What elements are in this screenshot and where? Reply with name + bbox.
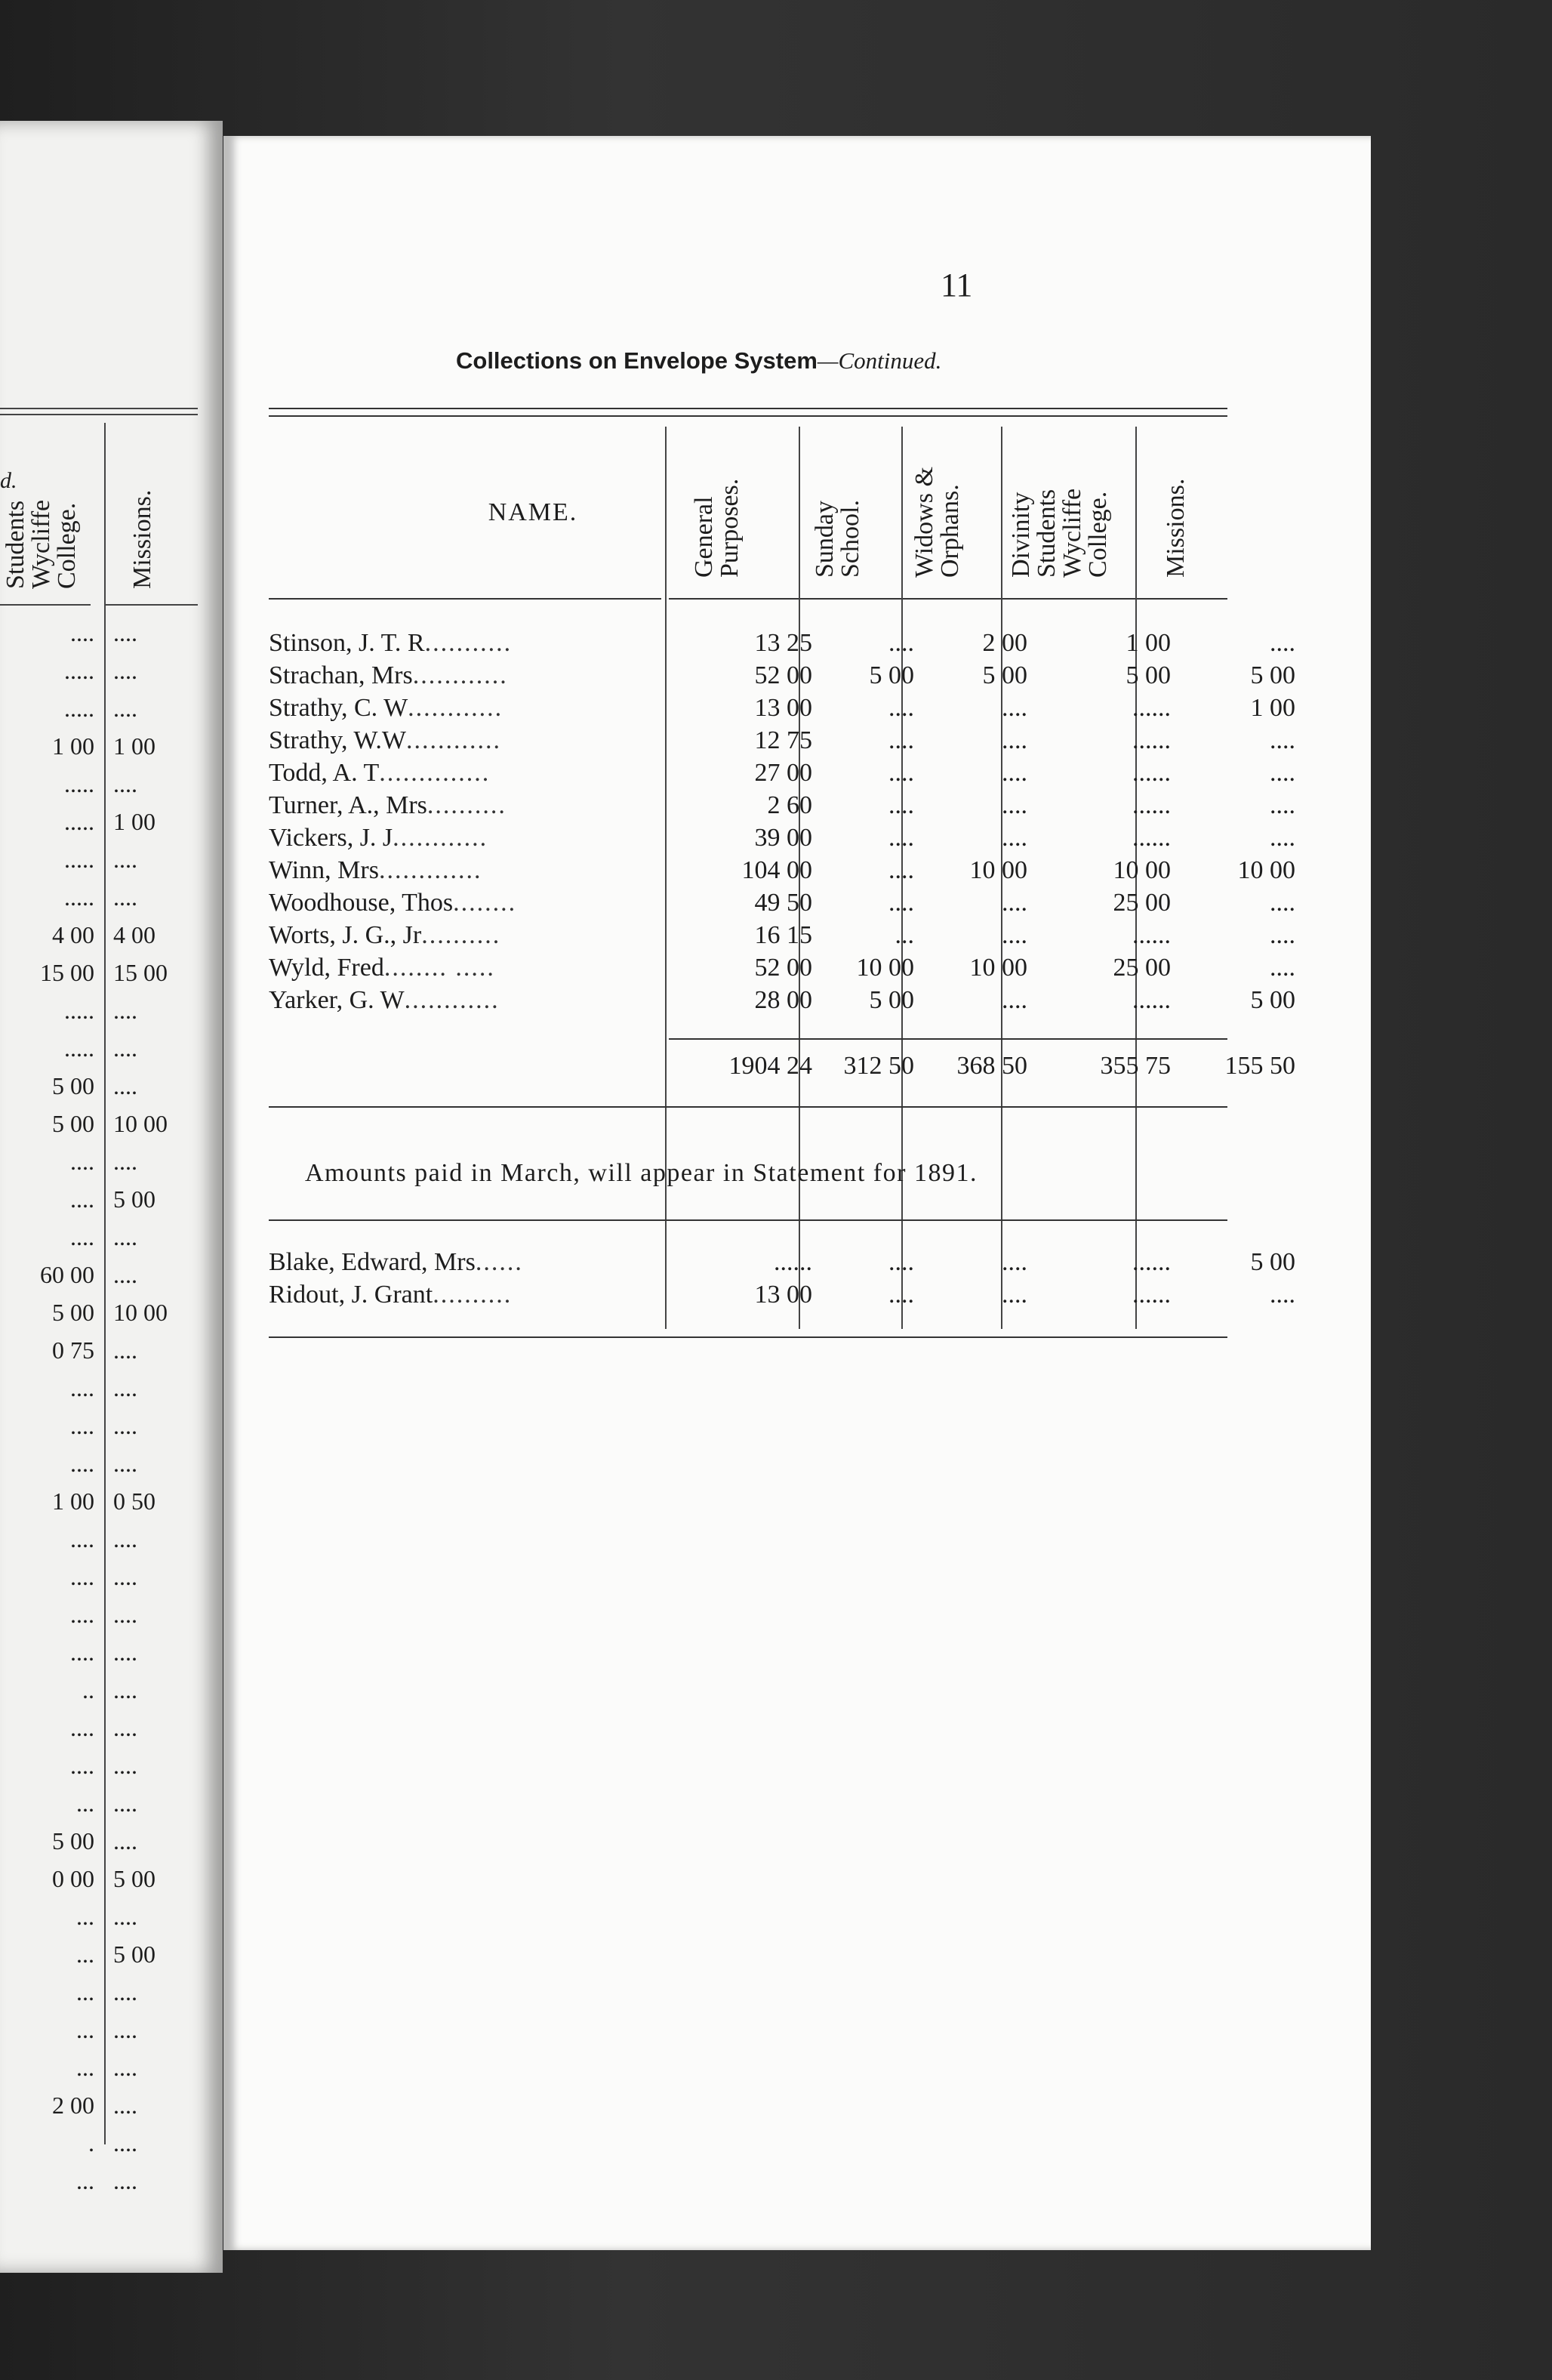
cell-widows: ....: [1002, 1281, 1027, 1309]
left-cell-missions: ....: [113, 2129, 137, 2156]
cell-divinity: 1 00: [1126, 629, 1171, 657]
left-cell-missions: ....: [113, 770, 137, 797]
left-cell-missions: ....: [113, 619, 137, 646]
row-name: Woodhouse, Thos: [269, 889, 454, 917]
cell-general: 13 00: [754, 1281, 812, 1309]
left-cell-missions: ....: [113, 1261, 137, 1288]
table-row: [269, 1246, 1341, 1278]
cell-divinity: 10 00: [1113, 856, 1171, 884]
left-cell-students: ...: [76, 2167, 94, 2194]
cell-general: 104 00: [741, 856, 812, 884]
left-cell-missions: 4 00: [113, 921, 156, 948]
march-notice: Amounts paid in March, will appear in Statement for 1891.: [305, 1159, 978, 1187]
left-cell-missions: ....: [113, 1752, 137, 1779]
cell-missions: ....: [1270, 629, 1295, 657]
table-row: [269, 789, 1341, 822]
left-cell-students: 2 00: [52, 2092, 94, 2119]
cell-general: 16 15: [754, 921, 812, 949]
cell-sunday: ....: [888, 629, 914, 657]
total-general: 1904 24: [728, 1052, 812, 1080]
leader-dots: ........: [453, 889, 517, 917]
left-cell-students: ...: [76, 2054, 94, 2081]
cell-general: 39 00: [754, 824, 812, 852]
table-row: [269, 854, 1341, 886]
cell-sunday: ....: [888, 889, 914, 917]
row-name-cell: [269, 1278, 661, 1311]
left-cell-missions: 5 00: [113, 1941, 156, 1968]
left-cell-missions: ....: [113, 997, 137, 1024]
left-cell-students: .....: [64, 883, 94, 911]
left-cell-missions: ....: [113, 1072, 137, 1099]
cell-widows: ....: [1002, 726, 1027, 754]
cell-widows: ....: [1002, 1248, 1027, 1276]
total-sunday: 312 50: [843, 1052, 914, 1080]
title-main: Collections on Envelope System: [456, 347, 818, 374]
cell-widows: 10 00: [969, 856, 1027, 884]
cell-sunday: ....: [888, 694, 914, 722]
left-cell-missions: ....: [113, 1148, 137, 1175]
left-cell-missions: ....: [113, 1034, 137, 1062]
leader-dots: ............: [408, 694, 503, 722]
left-cell-students: 5 00: [52, 1827, 94, 1854]
left-cell-students: ....: [70, 1412, 94, 1439]
cell-missions: ....: [1270, 726, 1295, 754]
left-cell-missions: ....: [113, 846, 137, 873]
header-rule: [0, 414, 198, 415]
cell-divinity: 25 00: [1113, 889, 1171, 917]
total-widows: 368 50: [956, 1052, 1027, 1080]
cell-sunday: ....: [888, 824, 914, 852]
row-name: Vickers, J. J: [269, 824, 393, 852]
leader-dots: ............: [405, 726, 501, 754]
table-row: [269, 886, 1341, 919]
name-column-header: NAME.: [488, 498, 578, 526]
row-name-cell: [269, 627, 661, 659]
totals-row: [269, 1050, 1341, 1082]
left-cell-students: ....: [70, 1374, 94, 1401]
left-cell-students: ....: [70, 1563, 94, 1590]
left-cell-students: .....: [64, 657, 94, 684]
leader-dots: ........ .....: [383, 954, 495, 982]
cell-sunday: ....: [888, 1248, 914, 1276]
left-cell-students: ..: [82, 1676, 94, 1703]
left-cell-missions: ....: [113, 695, 137, 722]
left-cell-missions: ....: [113, 1676, 137, 1703]
cell-missions: ....: [1270, 921, 1295, 949]
cell-divinity: ......: [1132, 1281, 1171, 1309]
left-cell-students: ...: [76, 1903, 94, 1930]
left-cell-students: ....: [70, 1601, 94, 1628]
row-name: Yarker, G. W: [269, 986, 405, 1014]
left-cell-students: 5 00: [52, 1299, 94, 1326]
left-cell-missions: ....: [113, 883, 137, 911]
leader-dots: ...........: [424, 629, 513, 657]
previous-page: [0, 121, 223, 2273]
page-title: [456, 347, 1060, 375]
cell-divinity: ......: [1132, 759, 1171, 787]
left-cell-missions: ....: [113, 1412, 137, 1439]
row-name: Strathy, W.W: [269, 726, 406, 754]
leader-dots: ............: [412, 661, 508, 689]
cell-missions: 5 00: [1250, 1248, 1295, 1276]
left-cell-students: ...: [76, 2016, 94, 2043]
left-cell-students: ....: [70, 1752, 94, 1779]
table-row: [269, 1278, 1341, 1311]
cell-general: 49 50: [754, 889, 812, 917]
cell-missions: 5 00: [1250, 661, 1295, 689]
cell-divinity: 25 00: [1113, 954, 1171, 982]
missions-header: Missions.: [1162, 478, 1190, 578]
top-rule: [269, 408, 1227, 409]
sunday-school-header: Sunday School.: [811, 500, 864, 578]
left-cell-missions: ....: [113, 657, 137, 684]
table-row: [269, 757, 1341, 789]
cell-sunday: ...: [895, 921, 914, 949]
march-table-rule: [269, 1219, 1227, 1221]
cell-divinity: 5 00: [1126, 661, 1171, 689]
cell-widows: 5 00: [982, 661, 1027, 689]
cell-missions: ....: [1270, 1281, 1295, 1309]
left-cell-missions: 1 00: [113, 732, 156, 760]
row-name-cell: [269, 724, 661, 757]
left-cell-students: 1 00: [52, 1488, 94, 1515]
left-cell-students: .: [88, 2129, 94, 2156]
cell-divinity: ......: [1132, 791, 1171, 819]
row-name-cell: [269, 659, 661, 692]
left-cell-students: ...: [76, 1941, 94, 1968]
left-cell-students: .....: [64, 808, 94, 835]
cell-missions: ....: [1270, 824, 1295, 852]
left-cell-students: ....: [70, 1185, 94, 1213]
cell-sunday: ....: [888, 856, 914, 884]
left-cell-students: ...: [76, 1978, 94, 2005]
header-rule: [106, 604, 198, 606]
table-row: [269, 951, 1341, 984]
table-row: [269, 822, 1341, 854]
total-divinity: 355 75: [1100, 1052, 1171, 1080]
cell-divinity: ......: [1132, 986, 1171, 1014]
left-cell-missions: 10 00: [113, 1110, 168, 1137]
left-cell-missions: ....: [113, 2016, 137, 2043]
row-name: Todd, A. T: [269, 759, 380, 787]
left-cell-missions: 0 50: [113, 1488, 156, 1515]
title-continued: —Continued.: [817, 347, 942, 374]
left-cell-students: ....: [70, 1525, 94, 1552]
cell-widows: ....: [1002, 889, 1027, 917]
cell-missions: ....: [1270, 889, 1295, 917]
students-header: Students Wycliffe College.: [2, 499, 81, 589]
leader-dots: ..........: [426, 791, 507, 819]
left-cell-missions: 15 00: [113, 959, 168, 986]
leader-dots: ..........: [433, 1281, 513, 1309]
leader-dots: ..............: [379, 759, 491, 787]
row-name-cell: [269, 757, 661, 789]
header-rule: [0, 408, 198, 409]
row-name: Ridout, J. Grant: [269, 1281, 433, 1309]
left-cell-students: ....: [70, 1639, 94, 1666]
left-cell-students: .....: [64, 846, 94, 873]
divinity-students-header: Divinity Students Wycliffe College.: [1007, 488, 1112, 578]
left-cell-missions: 10 00: [113, 1299, 168, 1326]
cell-general: 2 60: [767, 791, 812, 819]
cell-general: 13 25: [754, 629, 812, 657]
row-name-cell: [269, 692, 661, 724]
table-row: [269, 692, 1341, 724]
table-row: [269, 984, 1341, 1016]
general-purposes-header: General Purposes.: [690, 478, 744, 578]
left-cell-missions: ....: [113, 1450, 137, 1477]
table-row: [269, 919, 1341, 951]
left-cell-students: ....: [70, 1450, 94, 1477]
cell-widows: ....: [1002, 986, 1027, 1014]
totals-rule: [669, 1038, 1227, 1040]
left-cell-students: ...: [76, 1790, 94, 1817]
top-rule: [269, 415, 1227, 417]
total-missions: 155 50: [1224, 1052, 1295, 1080]
cell-sunday: ....: [888, 1281, 914, 1309]
cell-widows: ....: [1002, 921, 1027, 949]
leader-dots: .............: [378, 856, 482, 884]
row-name: Strachan, Mrs: [269, 661, 413, 689]
left-cell-students: .....: [64, 997, 94, 1024]
cell-general: ......: [774, 1248, 812, 1276]
left-cell-students: ....: [70, 619, 94, 646]
cell-widows: ....: [1002, 759, 1027, 787]
table-row: [269, 627, 1341, 659]
left-cell-missions: ....: [113, 1563, 137, 1590]
cell-missions: 10 00: [1237, 856, 1295, 884]
cell-widows: 10 00: [969, 954, 1027, 982]
left-cell-missions: ....: [113, 2054, 137, 2081]
left-cell-students: 1 00: [52, 732, 94, 760]
cell-missions: ....: [1270, 791, 1295, 819]
cell-general: 13 00: [754, 694, 812, 722]
left-cell-missions: ....: [113, 1639, 137, 1666]
cell-missions: ....: [1270, 954, 1295, 982]
left-cell-missions: ....: [113, 1223, 137, 1250]
row-name: Wyld, Fred: [269, 954, 384, 982]
leader-dots: ..........: [421, 921, 501, 949]
march-table-bottom-rule: [269, 1336, 1227, 1338]
cell-divinity: ......: [1132, 824, 1171, 852]
continued-fragment: d.: [0, 468, 17, 493]
row-name-cell: [269, 789, 661, 822]
left-cell-missions: ....: [113, 1601, 137, 1628]
left-cell-missions: ....: [113, 1714, 137, 1741]
cell-sunday: ....: [888, 759, 914, 787]
cell-widows: ....: [1002, 694, 1027, 722]
row-name: Worts, J. G., Jr: [269, 921, 422, 949]
left-cell-missions: ....: [113, 1790, 137, 1817]
left-cell-students: 0 00: [52, 1865, 94, 1892]
cell-divinity: ......: [1132, 921, 1171, 949]
cell-sunday: 5 00: [869, 986, 914, 1014]
left-cell-missions: ....: [113, 2092, 137, 2119]
row-name: Stinson, J. T. R: [269, 629, 425, 657]
row-name-cell: [269, 951, 661, 984]
header-rule: [269, 598, 661, 600]
cell-divinity: ......: [1132, 1248, 1171, 1276]
cell-missions: ....: [1270, 759, 1295, 787]
row-name-cell: [269, 919, 661, 951]
left-cell-students: ....: [70, 1714, 94, 1741]
missions-header: Missions.: [128, 489, 156, 589]
left-cell-students: 0 75: [52, 1336, 94, 1364]
left-cell-missions: ....: [113, 1525, 137, 1552]
cell-sunday: ....: [888, 726, 914, 754]
cell-missions: 1 00: [1250, 694, 1295, 722]
cell-sunday: 5 00: [869, 661, 914, 689]
cell-general: 12 75: [754, 726, 812, 754]
cell-divinity: ......: [1132, 694, 1171, 722]
leader-dots: ............: [404, 986, 500, 1014]
cell-sunday: 10 00: [856, 954, 914, 982]
page: [223, 136, 1371, 2250]
left-cell-missions: ....: [113, 1903, 137, 1930]
left-cell-missions: 5 00: [113, 1185, 156, 1213]
left-cell-missions: ....: [113, 1827, 137, 1854]
left-cell-students: ....: [70, 1148, 94, 1175]
left-cell-students: 5 00: [52, 1110, 94, 1137]
left-cell-students: .....: [64, 695, 94, 722]
row-name-cell: [269, 822, 661, 854]
leader-dots: ............: [393, 824, 488, 852]
row-name-cell: [269, 854, 661, 886]
table-bottom-rule: [269, 1106, 1227, 1108]
page-number: 11: [941, 267, 973, 304]
left-cell-students: .....: [64, 1034, 94, 1062]
left-cell-missions: 5 00: [113, 1865, 156, 1892]
left-cell-students: .....: [64, 770, 94, 797]
left-cell-students: 5 00: [52, 1072, 94, 1099]
table-row: [269, 659, 1341, 692]
row-name-cell: [269, 886, 661, 919]
cell-divinity: ......: [1132, 726, 1171, 754]
row-name: Blake, Edward, Mrs: [269, 1248, 476, 1276]
left-cell-students: 15 00: [40, 959, 94, 986]
cell-general: 27 00: [754, 759, 812, 787]
left-cell-students: 4 00: [52, 921, 94, 948]
cell-sunday: ....: [888, 791, 914, 819]
cell-widows: ....: [1002, 824, 1027, 852]
left-cell-missions: ....: [113, 1978, 137, 2005]
leader-dots: ......: [475, 1248, 523, 1276]
row-name-cell: [269, 1246, 661, 1278]
left-cell-missions: ....: [113, 1374, 137, 1401]
cell-general: 28 00: [754, 986, 812, 1014]
table-row: [269, 724, 1341, 757]
row-name: Strathy, C. W: [269, 694, 408, 722]
left-cell-students: 60 00: [40, 1261, 94, 1288]
column-divider: [104, 423, 106, 2144]
cell-widows: ....: [1002, 791, 1027, 819]
row-name: Winn, Mrs: [269, 856, 379, 884]
left-cell-missions: 1 00: [113, 808, 156, 835]
header-rule: [669, 598, 1227, 600]
left-cell-missions: ....: [113, 1336, 137, 1364]
left-cell-missions: ....: [113, 2167, 137, 2194]
cell-general: 52 00: [754, 661, 812, 689]
header-rule: [0, 604, 91, 606]
cell-missions: 5 00: [1250, 986, 1295, 1014]
left-cell-students: ....: [70, 1223, 94, 1250]
row-name-cell: [269, 984, 661, 1016]
widows-orphans-header: Widows & Orphans.: [910, 467, 964, 578]
cell-general: 52 00: [754, 954, 812, 982]
row-name: Turner, A., Mrs: [269, 791, 427, 819]
cell-widows: 2 00: [982, 629, 1027, 657]
